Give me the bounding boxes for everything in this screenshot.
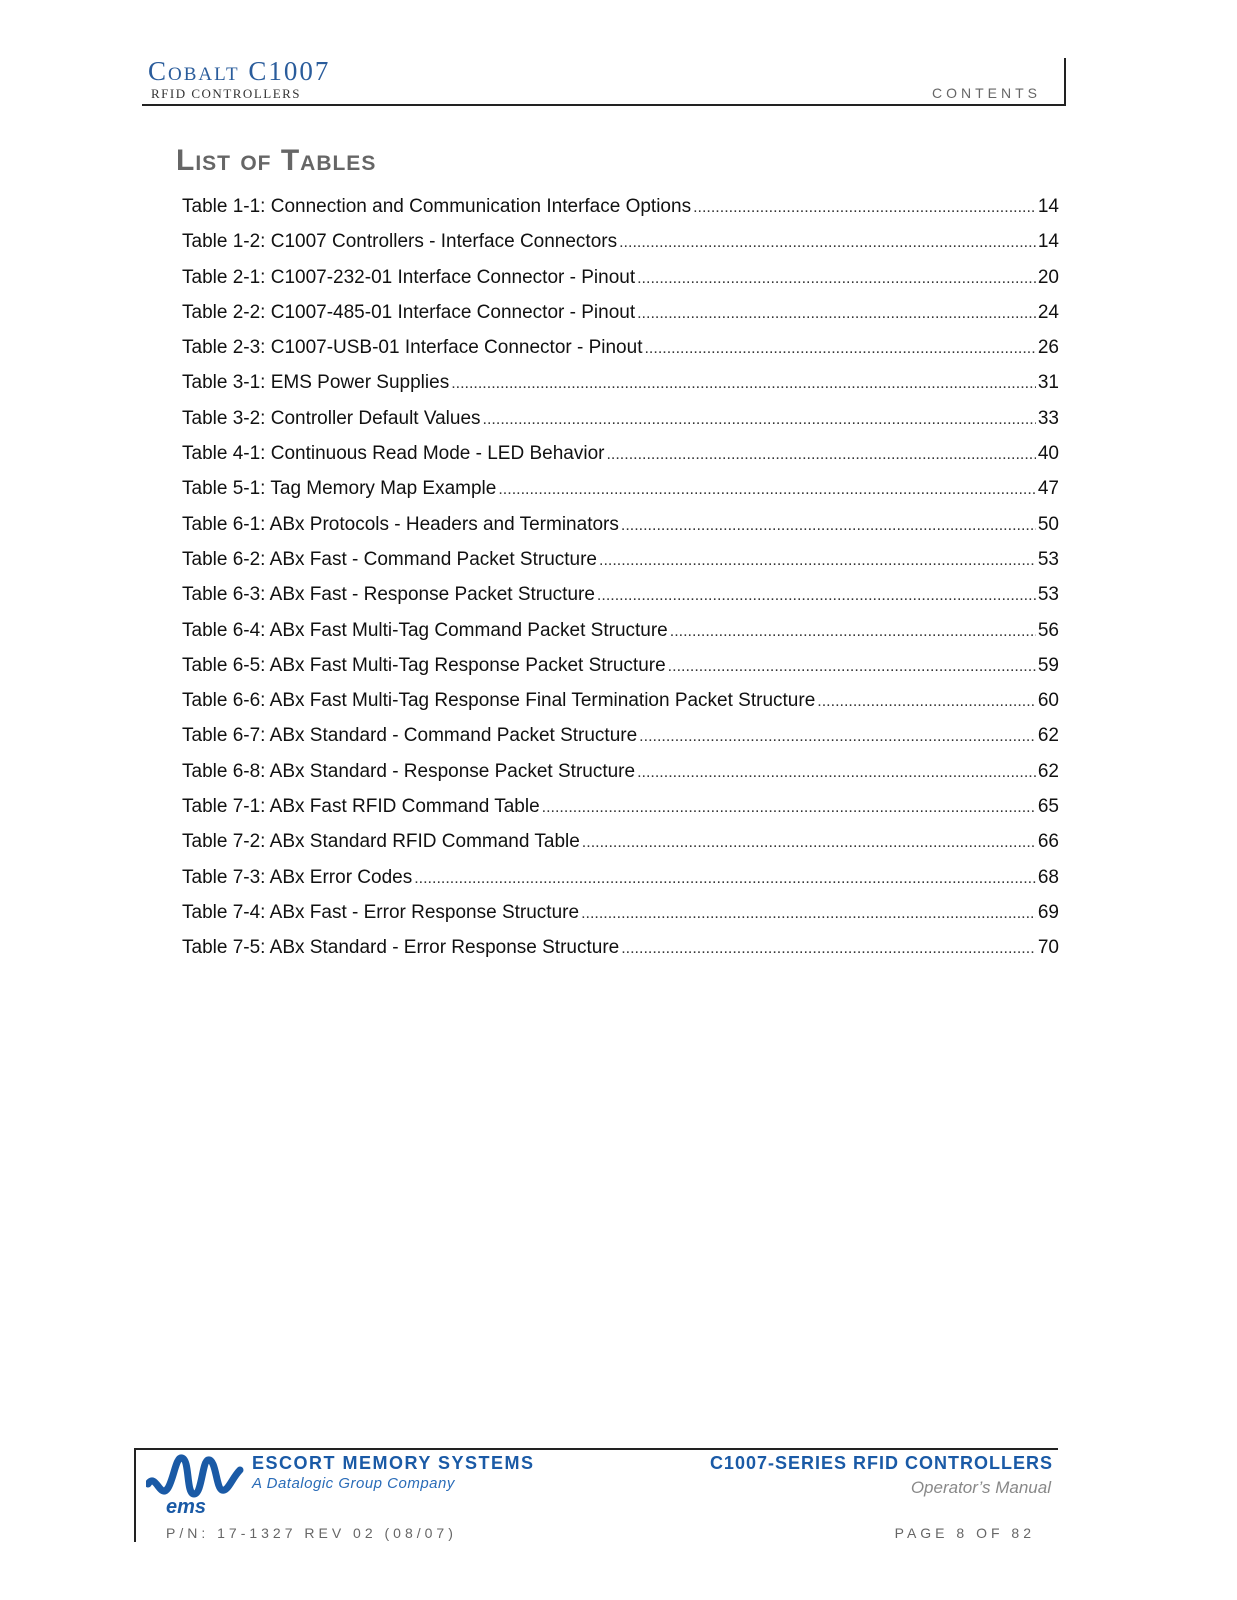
- toc-entry[interactable]: [182, 372, 1059, 407]
- logo-subtitle: RFID CONTROLLERS: [151, 86, 302, 101]
- toc-entry-title: Table 5-1: Tag Memory Map Example: [182, 478, 497, 500]
- header-rule: [142, 104, 1066, 106]
- toc-dot-leader: [483, 411, 1036, 429]
- table-of-contents: [182, 196, 1059, 973]
- toc-entry[interactable]: [182, 443, 1059, 478]
- toc-entry[interactable]: [182, 267, 1059, 302]
- toc-entry-page: 59: [1037, 654, 1059, 676]
- toc-dot-leader: [621, 517, 1036, 535]
- toc-entry-page: 66: [1037, 831, 1059, 853]
- toc-dot-leader: [817, 693, 1036, 711]
- toc-dot-leader: [639, 728, 1036, 746]
- toc-entry[interactable]: [182, 337, 1059, 372]
- toc-dot-leader: [621, 940, 1036, 958]
- toc-dot-leader: [619, 234, 1036, 252]
- toc-dot-leader: [582, 834, 1036, 852]
- toc-entry[interactable]: [182, 584, 1059, 619]
- toc-dot-leader: [414, 870, 1036, 888]
- toc-entry-title: Table 6-4: ABx Fast Multi-Tag Command Packet Structure: [182, 619, 668, 641]
- toc-entry-page: 70: [1037, 937, 1059, 959]
- toc-entry-title: Table 6-3: ABx Fast - Response Packet Structure: [182, 584, 595, 606]
- toc-dot-leader: [644, 340, 1035, 358]
- toc-entry[interactable]: [182, 549, 1059, 584]
- toc-entry-title: Table 7-2: ABx Standard RFID Command Table: [182, 831, 580, 853]
- page-header: [0, 0, 1237, 110]
- toc-entry[interactable]: [182, 725, 1059, 760]
- header-vertical-rule: [1064, 58, 1066, 106]
- toc-entry[interactable]: [182, 302, 1059, 337]
- toc-dot-leader: [637, 270, 1036, 288]
- page-title: List of Tables: [176, 144, 377, 177]
- toc-dot-leader: [597, 587, 1036, 605]
- toc-entry-page: 24: [1037, 301, 1059, 323]
- toc-entry-title: Table 6-1: ABx Protocols - Headers and Terminators: [182, 513, 619, 535]
- toc-entry[interactable]: [182, 655, 1059, 690]
- toc-entry-page: 62: [1037, 760, 1059, 782]
- toc-entry-page: 65: [1037, 796, 1059, 818]
- footer-vertical-rule: [134, 1448, 136, 1542]
- toc-entry-page: 33: [1037, 407, 1059, 429]
- toc-entry-title: Table 6-8: ABx Standard - Response Packet Structure: [182, 760, 636, 782]
- toc-dot-leader: [498, 481, 1036, 499]
- toc-entry-title: Table 7-1: ABx Fast RFID Command Table: [182, 796, 540, 818]
- section-label: CONTENTS: [932, 85, 1041, 101]
- toc-entry-page: 31: [1037, 372, 1059, 394]
- toc-entry-page: 14: [1037, 196, 1059, 217]
- toc-dot-leader: [451, 375, 1036, 393]
- toc-entry[interactable]: [182, 408, 1059, 443]
- toc-entry-page: 68: [1037, 866, 1059, 888]
- toc-entry-page: 50: [1037, 513, 1059, 535]
- toc-entry-title: Table 7-5: ABx Standard - Error Response Structure: [182, 937, 620, 959]
- toc-entry-title: Table 2-2: C1007-485-01 Interface Connector - Pinout: [182, 301, 636, 323]
- toc-entry[interactable]: [182, 831, 1059, 866]
- toc-entry-title: Table 6-2: ABx Fast - Command Packet Structure: [182, 548, 598, 570]
- toc-entry-page: 20: [1037, 266, 1059, 288]
- toc-entry[interactable]: [182, 902, 1059, 937]
- page-number: PAGE 8 OF 82: [894, 1525, 1035, 1541]
- toc-entry[interactable]: [182, 231, 1059, 266]
- toc-dot-leader: [637, 305, 1036, 323]
- logo-title: Cobalt C1007: [148, 56, 331, 86]
- toc-entry-title: Table 1-1: Connection and Communication Interface Options: [182, 196, 692, 217]
- toc-entry[interactable]: [182, 796, 1059, 831]
- toc-entry-title: Table 2-1: C1007-232-01 Interface Connector - Pinout: [182, 266, 636, 288]
- toc-entry-page: 60: [1037, 690, 1059, 712]
- toc-entry[interactable]: [182, 620, 1059, 655]
- toc-entry-title: Table 6-6: ABx Fast Multi-Tag Response Final Termination Packet Structure: [182, 690, 816, 712]
- toc-dot-leader: [693, 199, 1036, 217]
- toc-entry-title: Table 6-5: ABx Fast Multi-Tag Response Packet Structure: [182, 654, 666, 676]
- product-name: C1007-SERIES RFID CONTROLLERS: [709, 1453, 1053, 1473]
- toc-dot-leader: [637, 764, 1036, 782]
- toc-entry-page: 47: [1037, 478, 1059, 500]
- toc-entry-title: Table 3-1: EMS Power Supplies: [182, 372, 450, 394]
- toc-entry-title: Table 2-3: C1007-USB-01 Interface Connector - Pinout: [182, 337, 643, 359]
- ems-logo-text: ems: [166, 1496, 207, 1516]
- toc-dot-leader: [606, 446, 1035, 464]
- toc-dot-leader: [668, 658, 1036, 676]
- part-number: P/N: 17-1327 REV 02 (08/07): [166, 1525, 457, 1541]
- toc-entry-page: 26: [1037, 337, 1059, 359]
- toc-dot-leader: [670, 623, 1036, 641]
- toc-entry[interactable]: [182, 690, 1059, 725]
- toc-entry[interactable]: [182, 761, 1059, 796]
- toc-entry-title: Table 4-1: Continuous Read Mode - LED Behavior: [182, 443, 605, 465]
- toc-entry-page: 56: [1037, 619, 1059, 641]
- toc-entry-page: 62: [1037, 725, 1059, 747]
- toc-entry-title: Table 6-7: ABx Standard - Command Packet Structure: [182, 725, 638, 747]
- toc-entry-page: 40: [1037, 443, 1059, 465]
- toc-entry[interactable]: [182, 937, 1059, 972]
- toc-entry-title: Table 7-4: ABx Fast - Error Response Structure: [182, 901, 580, 923]
- toc-entry[interactable]: [182, 478, 1059, 513]
- document-type: Operator’s Manual: [910, 1478, 1051, 1497]
- toc-entry[interactable]: [182, 514, 1059, 549]
- toc-dot-leader: [581, 905, 1036, 923]
- toc-entry-page: 69: [1037, 901, 1059, 923]
- toc-entry-page: 14: [1037, 231, 1059, 253]
- toc-entry-page: 53: [1037, 584, 1059, 606]
- toc-entry-title: Table 1-2: C1007 Controllers - Interface Connectors: [182, 231, 618, 253]
- toc-entry-title: Table 7-3: ABx Error Codes: [182, 866, 413, 888]
- company-tagline: A Datalogic Group Company: [252, 1475, 455, 1492]
- footer-rule: [134, 1448, 1058, 1450]
- company-name: ESCORT MEMORY SYSTEMS: [252, 1453, 535, 1473]
- toc-entry[interactable]: [182, 196, 1059, 231]
- toc-entry[interactable]: [182, 867, 1059, 902]
- ems-logo-icon: [146, 1450, 246, 1516]
- toc-dot-leader: [542, 799, 1036, 817]
- toc-dot-leader: [599, 552, 1036, 570]
- toc-entry-page: 53: [1037, 548, 1059, 570]
- toc-entry-title: Table 3-2: Controller Default Values: [182, 407, 481, 429]
